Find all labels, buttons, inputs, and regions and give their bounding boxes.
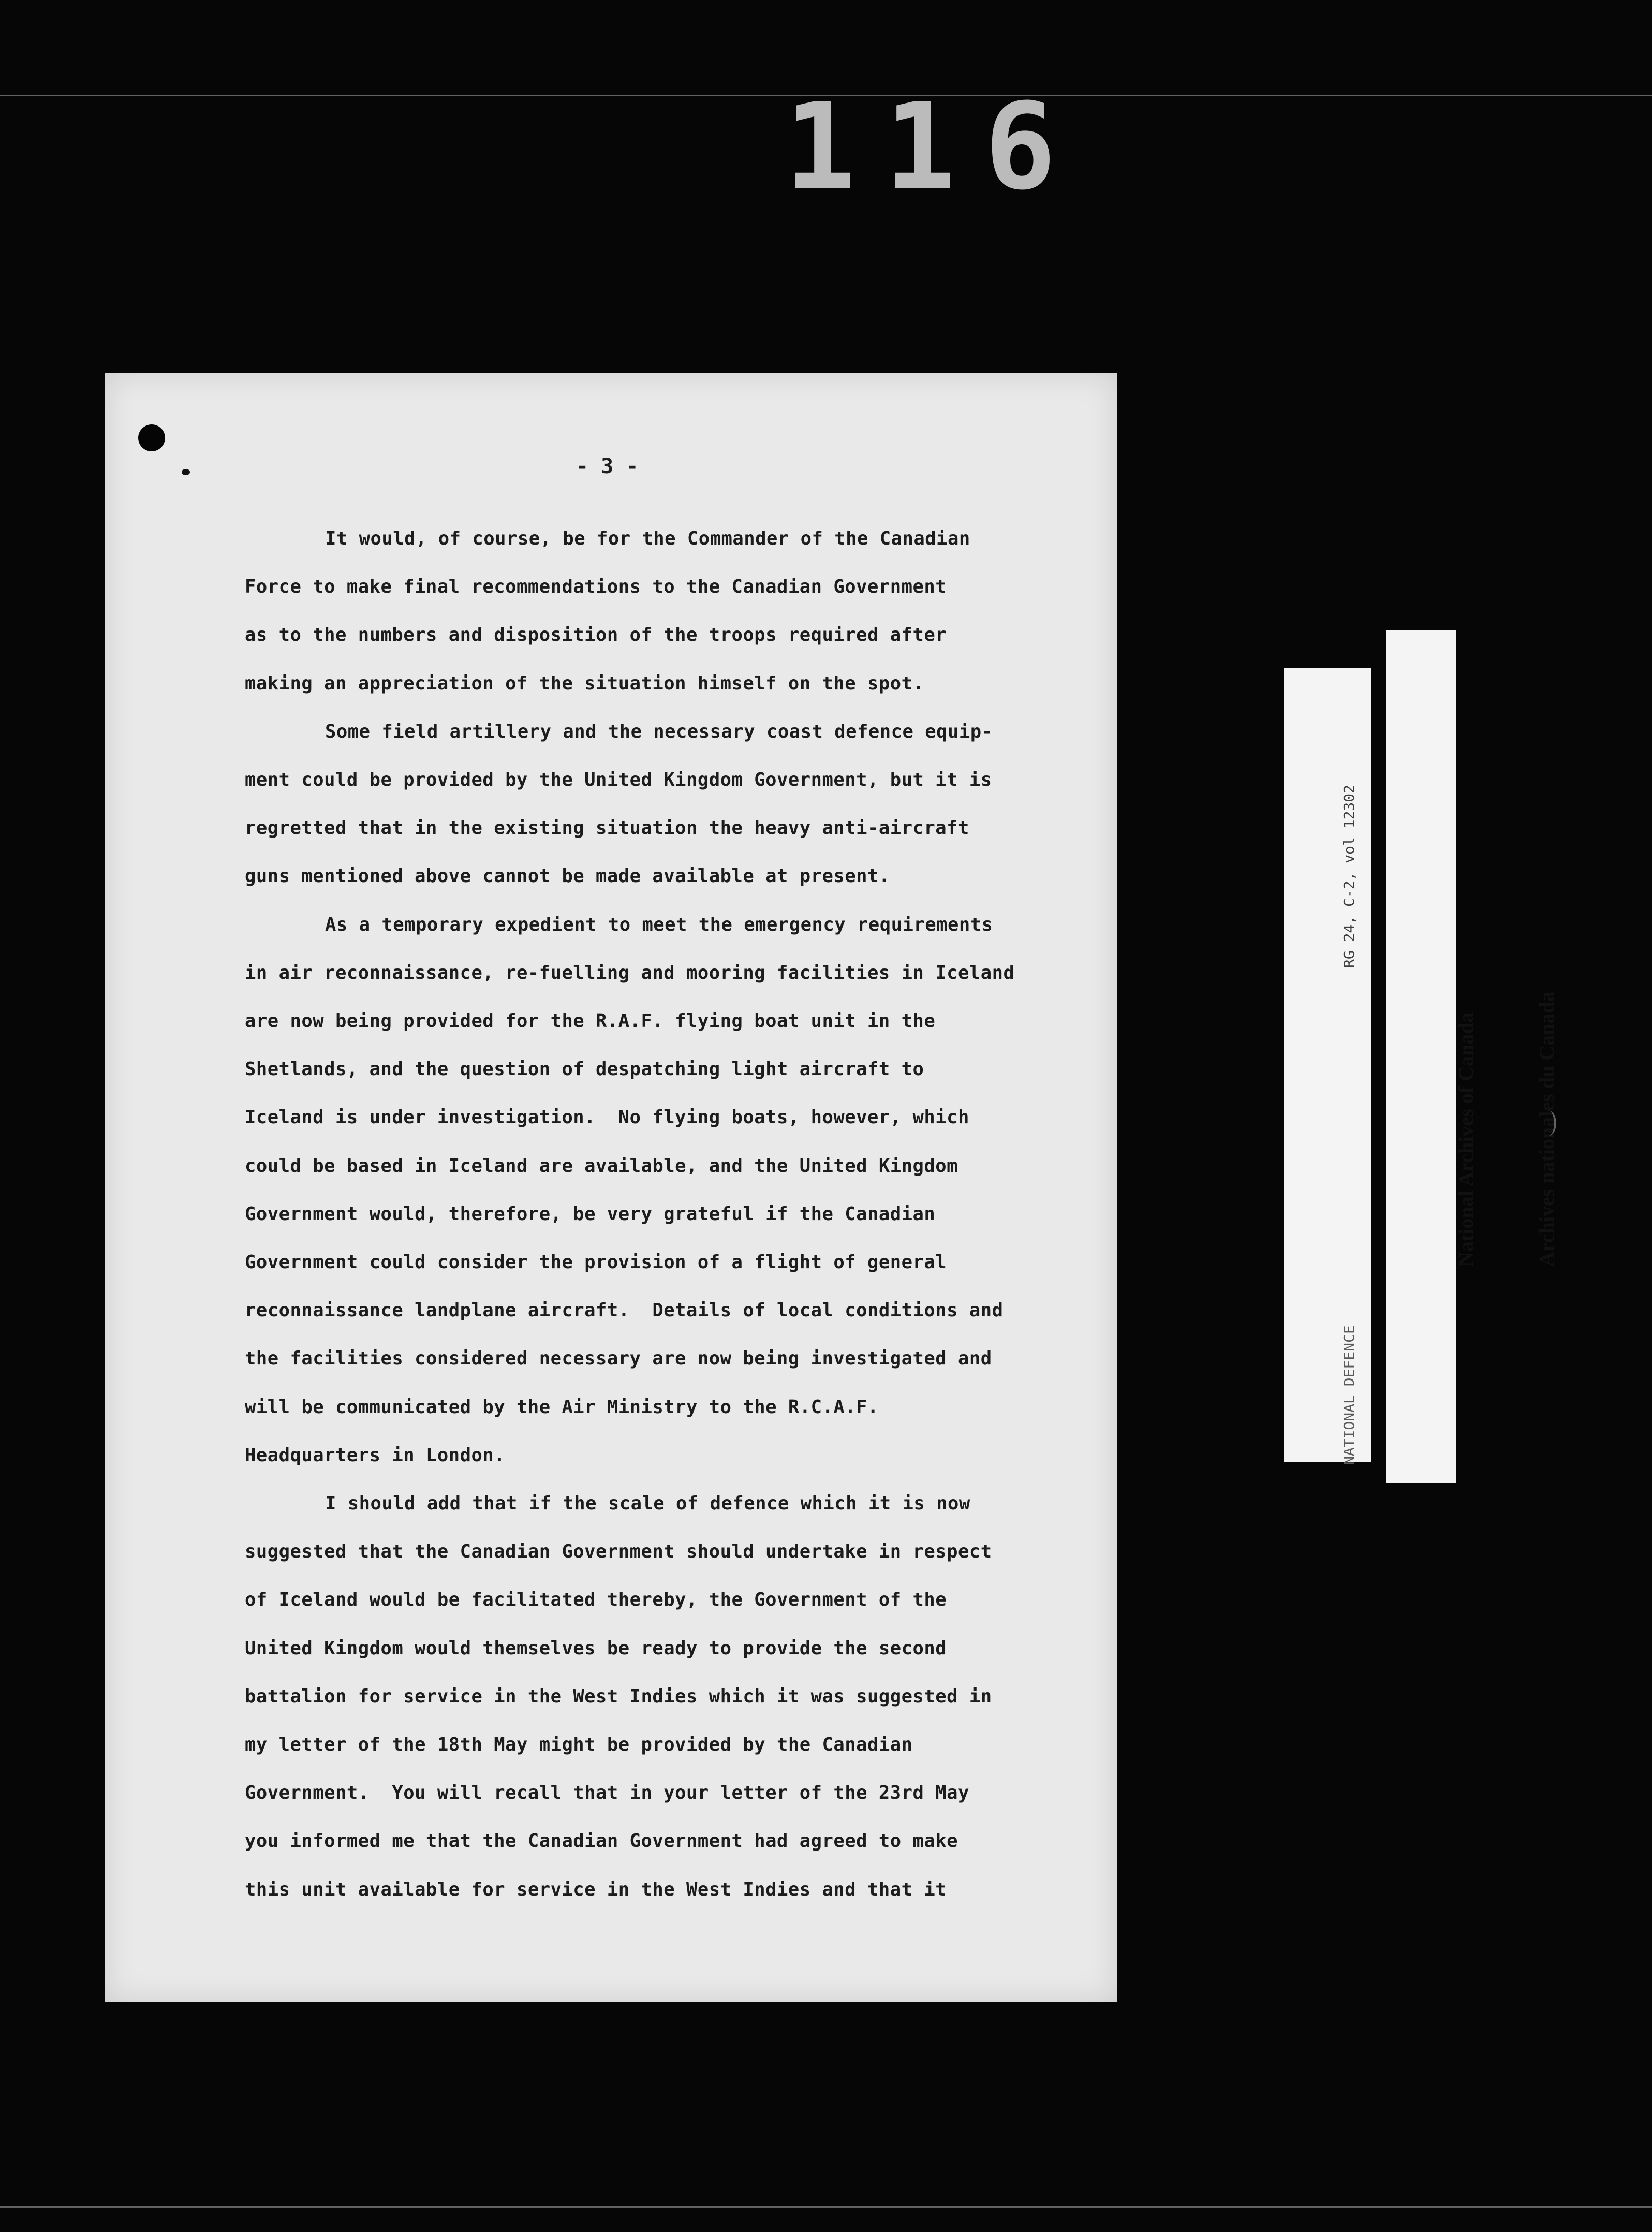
text-line: Some field artillery and the necessary coast defence equip- [325, 721, 993, 742]
text-line: Iceland is under investigation. No flying boats, however, which [245, 1107, 969, 1128]
text-line: guns mentioned above cannot be made available at present. [245, 865, 890, 887]
punch-hole-mark [182, 469, 190, 475]
text-line: Force to make final recommendations to the Canadian Government [245, 576, 947, 598]
text-line: my letter of the 18th May might be provided by the Canadian [245, 1734, 913, 1755]
text-line: are now being provided for the R.A.F. flying boat unit in the [245, 1010, 936, 1032]
text-line: As a temporary expedient to meet the emergency requirements [325, 914, 993, 935]
stamp-line: Archives nationales du Canada [1535, 991, 1558, 1267]
page-number: - 3 - [576, 454, 639, 478]
text-line: as to the numbers and disposition of the troops required after [245, 624, 947, 646]
stamp-line: RG 24, C-2, vol 12302 [1340, 784, 1358, 968]
text-line: this unit available for service in the West Indies and that it [245, 1878, 947, 1900]
text-line: It would, of course, be for the Commander of the Canadian [325, 528, 970, 549]
text-line: I should add that if the scale of defence which it is now [325, 1493, 970, 1514]
text-line: regretted that in the existing situation the heavy anti-aircraft [245, 817, 969, 839]
defence-archive-stamp [1284, 668, 1371, 1465]
frame-number: 116 [784, 78, 1085, 216]
national-archives-label [1399, 991, 1614, 1267]
text-line: battalion for service in the West Indies which it was suggested in [245, 1685, 992, 1707]
text-line: in air reconnaissance, re-fuelling and mooring facilities in Iceland [245, 962, 1015, 983]
stamp-line: NATIONAL DEFENCE [1340, 1325, 1358, 1465]
text-line: of Iceland would be facilitated thereby, the Government of the [245, 1589, 947, 1611]
text-line: making an appreciation of the situation himself on the spot. [245, 672, 924, 694]
punch-hole [138, 424, 165, 451]
film-bottom-edge [0, 2206, 1652, 2208]
text-line: Headquarters in London. [245, 1444, 506, 1466]
margin-mark [1540, 1110, 1556, 1136]
document-page [105, 373, 1117, 2002]
text-line: United Kingdom would themselves be ready to provide the second [245, 1637, 947, 1659]
text-line: suggested that the Canadian Government should undertake in respect [245, 1541, 992, 1563]
stamp-line: National Archives of Canada [1454, 1012, 1478, 1267]
text-line: ment could be provided by the United Kingdom Government, but it is [245, 769, 992, 790]
text-line: the facilities considered necessary are now being investigated and [245, 1348, 992, 1370]
text-line: you informed me that the Canadian Government had agreed to make [245, 1830, 958, 1852]
text-line: reconnaissance landplane aircraft. Details of local conditions and [245, 1300, 1004, 1321]
text-line: Shetlands, and the question of despatching light aircraft to [245, 1059, 924, 1080]
text-line: could be based in Iceland are available, and the United Kingdom [245, 1155, 958, 1177]
text-line: Government would, therefore, be very grateful if the Canadian [245, 1203, 936, 1225]
national-archives-stamp [1386, 630, 1558, 1483]
text-line: will be communicated by the Air Ministry to the R.C.A.F. [245, 1396, 879, 1418]
text-line: Government. You will recall that in your letter of the 23rd May [245, 1782, 969, 1804]
text-line: Government could consider the provision of a flight of general [245, 1252, 947, 1273]
